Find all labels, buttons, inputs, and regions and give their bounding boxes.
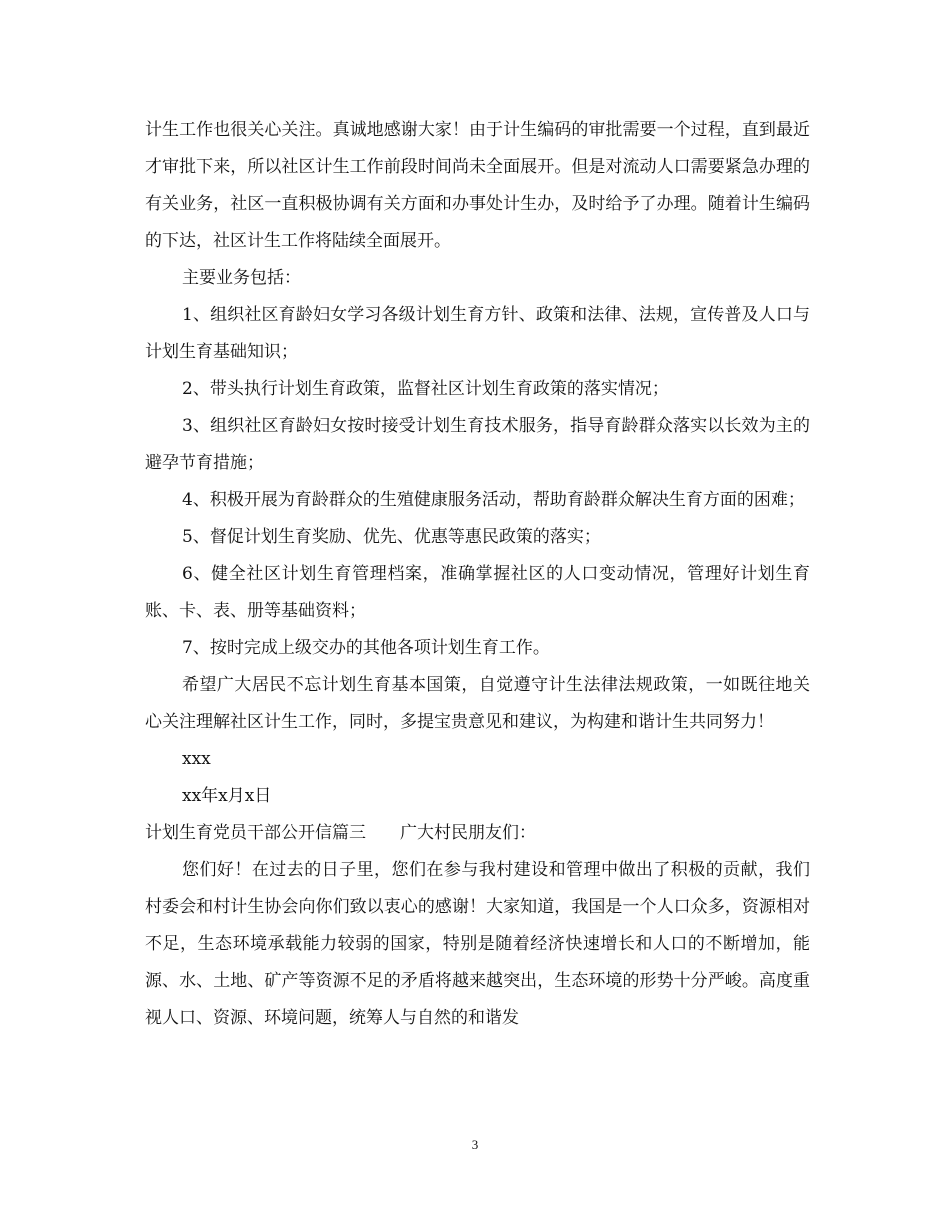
- list-item-5: 5、督促计划生育奖励、优先、优惠等惠民政策的落实；: [182, 527, 601, 547]
- paragraph-closing: 希望广大居民不忘计划生育基本国策，自觉遵守计生法律法规政策，一如既往地关心关注理解社区计生工作，同时，多提宝贵意见和建议，为构建和谐计生共同努力！: [145, 675, 810, 732]
- list-item-1: 1、组织社区育龄妇女学习各级计划生育方针、政策和法律、法规，宣传普及人口与计划生育基础知识；: [145, 305, 810, 362]
- list-item-6: 6、健全社区计划生育管理档案，准确掌握社区的人口变动情况，管理好计划生育账、卡、表、册等基础资料；: [145, 564, 810, 621]
- list-item-4: 4、积极开展为育龄群众的生殖健康服务活动，帮助育龄群众解决生育方面的困难；: [182, 490, 805, 510]
- paragraph-letter-body: 您们好！在过去的日子里，您们在参与我村建设和管理中做出了积极的贡献，我们村委会和村计生协会向你们致以衷心的感谢！大家知道，我国是一个人口众多，资源相对不足，生态环境承载能力较弱的国家，特别是随着经济快速增长和人口的不断增加，能源、水、土地、矿产等资源不足的矛盾将越来越突出，生态环境的形势十分严峻。高度重视人口、资源、环境问题，统筹人与自然的和谐发: [145, 860, 810, 1028]
- section-heading: 计划生育党员干部公开信篇三 广大村民朋友们：: [145, 823, 536, 843]
- document-body: [145, 112, 810, 1037]
- list-item-7: 7、按时完成上级交办的其他各项计划生育工作。: [182, 638, 550, 658]
- list-item-3: 3、组织社区育龄妇女按时接受计划生育技术服务，指导育龄群众落实以长效为主的避孕节育措施；: [145, 416, 810, 473]
- signature: xxx: [182, 749, 211, 769]
- date-line: xx年x月x日: [182, 786, 272, 806]
- paragraph-business-intro: 主要业务包括：: [182, 268, 301, 288]
- paragraph-continuation: 计生工作也很关心关注。真诚地感谢大家！由于计生编码的审批需要一个过程，直到最近才审批下来，所以社区计生工作前段时间尚未全面展开。但是对流动人口需要紧急办理的有关业务，社区一直积极协调有关方面和办事处计生办，及时给予了办理。随着计生编码的下达，社区计生工作将陆续全面展开。: [145, 120, 810, 251]
- list-item-2: 2、带头执行计划生育政策，监督社区计划生育政策的落实情况；: [182, 379, 669, 399]
- page-number: 3: [471, 1137, 479, 1152]
